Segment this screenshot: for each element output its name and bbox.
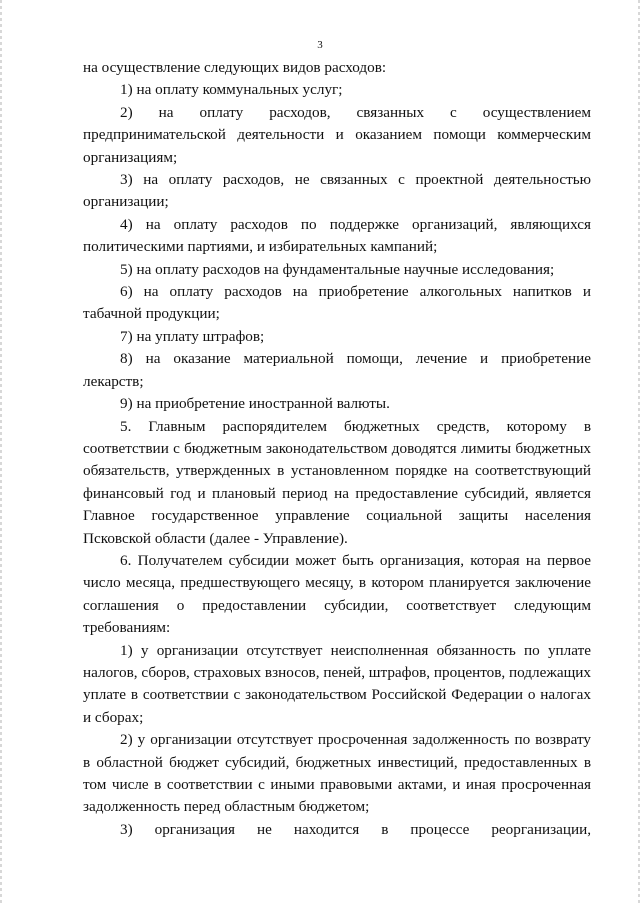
requirement-3-reorganization: 3) организация не находится в процессе реорганизации, bbox=[120, 820, 591, 838]
list-item-3-non-project: 3) на оплату расходов, не связанных с проектной деятельностью организации; bbox=[83, 171, 591, 211]
list-item-9-currency: 9) на приобретение иностранной валюты. bbox=[120, 395, 390, 413]
list-item-5-research: 5) на оплату расходов на фундаментальные научные исследования; bbox=[120, 260, 555, 278]
requirement-2-debt: 2) у организации отсутствует просроченная задолженность по возврату в областной бюджет субсидий, бюджетных инвестиций, предоставленных в том числе в соответствии с иными правовыми актами, и иная просроченная задолженность перед областным бюджетом; bbox=[83, 731, 591, 816]
document-body bbox=[83, 57, 591, 841]
list-item-6-alcohol-tobacco: 6) на оплату расходов на приобретение алкогольных напитков и табачной продукции; bbox=[83, 283, 591, 323]
paragraph-continuation: на осуществление следующих видов расходов: bbox=[83, 59, 387, 76]
section-5-paragraph: 5. Главным распорядителем бюджетных средств, которому в соответствии с бюджетным законодательством доводятся лимиты бюджетных обязательств, утвержденных в установленном порядке на соответствующий финансовый год и плановый период на предоставление субсидий, является Главное государственное управление социальной защиты населения Псковской области (далее - Управление). bbox=[83, 417, 591, 547]
section-6-paragraph: 6. Получателем субсидии может быть организация, которая на первое число месяца, предшествующего месяцу, в котором планируется заключение соглашения о предоставлении субсидии, соответствует следующим требованиям: bbox=[83, 551, 591, 637]
list-item-1-utilities: 1) на оплату коммунальных услуг; bbox=[120, 81, 343, 99]
list-item-2-entrepreneurship: 2) на оплату расходов, связанных с осуществлением предпринимательской деятельности и оказанием помощи коммерческим организациям; bbox=[83, 103, 591, 166]
page-number: 3 bbox=[317, 39, 323, 51]
scan-edge-left bbox=[0, 0, 2, 905]
list-item-4-political: 4) на оплату расходов по поддержке организаций, являющихся политическими партиями, и избирательных кампаний; bbox=[83, 215, 591, 256]
requirement-1-taxes: 1) у организации отсутствует неисполненная обязанность по уплате налогов, сборов, страховых взносов, пеней, штрафов, процентов, подлежащих уплате в соответствии с законодательством Российской Федерации о налогах и сборах; bbox=[83, 641, 591, 726]
list-item-7-fines: 7) на уплату штрафов; bbox=[120, 327, 265, 345]
list-item-8-aid: 8) на оказание материальной помощи, лечение и приобретение лекарств; bbox=[83, 350, 591, 390]
